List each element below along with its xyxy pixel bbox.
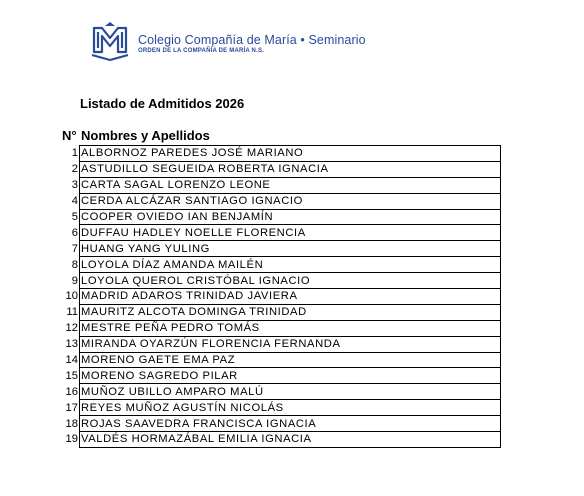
order-name: ORDEN DE LA COMPAÑÍA DE MARÍA N.S.	[138, 47, 265, 54]
table-row	[62, 384, 501, 400]
student-name: MADRID ADAROS TRINIDAD JAVIERA	[80, 289, 501, 305]
table-row	[62, 241, 501, 257]
student-name: HUANG YANG YULING	[80, 241, 501, 257]
student-name: MORENO GAETE EMA PAZ	[80, 352, 501, 368]
row-number: 6	[71, 226, 78, 239]
table-row	[62, 320, 501, 336]
number-column-header: N°	[62, 128, 77, 143]
table-row	[62, 161, 501, 177]
admitted-list-table	[62, 145, 501, 448]
row-number: 13	[65, 338, 78, 351]
row-number: 4	[71, 195, 78, 208]
row-number: 18	[65, 417, 78, 430]
row-number: 2	[71, 163, 78, 176]
table-row	[62, 368, 501, 384]
row-number: 3	[71, 179, 78, 192]
student-name: DUFFAU HADLEY NOELLE FLORENCIA	[80, 225, 501, 241]
table-row	[62, 400, 501, 416]
student-name: MORENO SAGREDO PILAR	[80, 368, 501, 384]
student-name: MAURITZ ALCOTA DOMINGA TRINIDAD	[80, 304, 501, 320]
student-name: ASTUDILLO SEGUEIDA ROBERTA IGNACIA	[80, 161, 501, 177]
table-row	[62, 193, 501, 209]
row-number: 12	[65, 322, 78, 335]
names-column-header: Nombres y Apellidos	[81, 128, 210, 143]
row-number: 8	[71, 258, 78, 271]
table-row	[62, 416, 501, 432]
student-name: VALDÉS HORMAZÁBAL EMILIA IGNACIA	[80, 432, 501, 448]
student-name: ALBORNOZ PAREDES JOSÉ MARIANO	[80, 146, 501, 162]
table-row	[62, 177, 501, 193]
student-name: COOPER OVIEDO IAN BENJAMÍN	[80, 209, 501, 225]
table-row	[62, 273, 501, 289]
row-number: 7	[71, 242, 78, 255]
table-row	[62, 432, 501, 448]
table-row	[62, 289, 501, 305]
row-number: 17	[65, 401, 78, 414]
crest-icon	[88, 22, 132, 62]
row-number: 14	[65, 354, 78, 367]
document-title: Listado de Admitidos 2026	[80, 96, 245, 111]
school-name: Colegio Compañía de María • Seminario	[138, 32, 366, 47]
row-number: 16	[65, 385, 78, 398]
row-number: 19	[65, 433, 78, 446]
row-number: 11	[66, 306, 78, 319]
table-row	[62, 352, 501, 368]
table-row	[62, 257, 501, 273]
student-name: LOYOLA DÍAZ AMANDA MAILÉN	[80, 257, 501, 273]
table-row	[62, 146, 501, 162]
row-number: 1	[71, 147, 78, 160]
table-row	[62, 304, 501, 320]
row-number: 15	[65, 369, 78, 382]
student-name: MIRANDA OYARZÚN FLORENCIA FERNANDA	[80, 336, 501, 352]
student-name: MUÑOZ UBILLO AMPARO MALÚ	[80, 384, 501, 400]
table-row	[62, 225, 501, 241]
student-name: ROJAS SAAVEDRA FRANCISCA IGNACIA	[80, 416, 501, 432]
table-row	[62, 336, 501, 352]
student-name: LOYOLA QUEROL CRISTÓBAL IGNACIO	[80, 273, 501, 289]
school-logo	[88, 22, 366, 62]
student-name: MESTRE PEÑA PEDRO TOMÁS	[80, 320, 501, 336]
row-number: 10	[65, 290, 78, 303]
row-number: 9	[71, 274, 78, 287]
student-name: REYES MUÑOZ AGUSTÍN NICOLÁS	[80, 400, 501, 416]
student-name: CARTA SAGAL LORENZO LEONE	[80, 177, 501, 193]
student-name: CERDA ALCÁZAR SANTIAGO IGNACIO	[80, 193, 501, 209]
row-number: 5	[71, 211, 78, 223]
table-row	[62, 209, 501, 225]
